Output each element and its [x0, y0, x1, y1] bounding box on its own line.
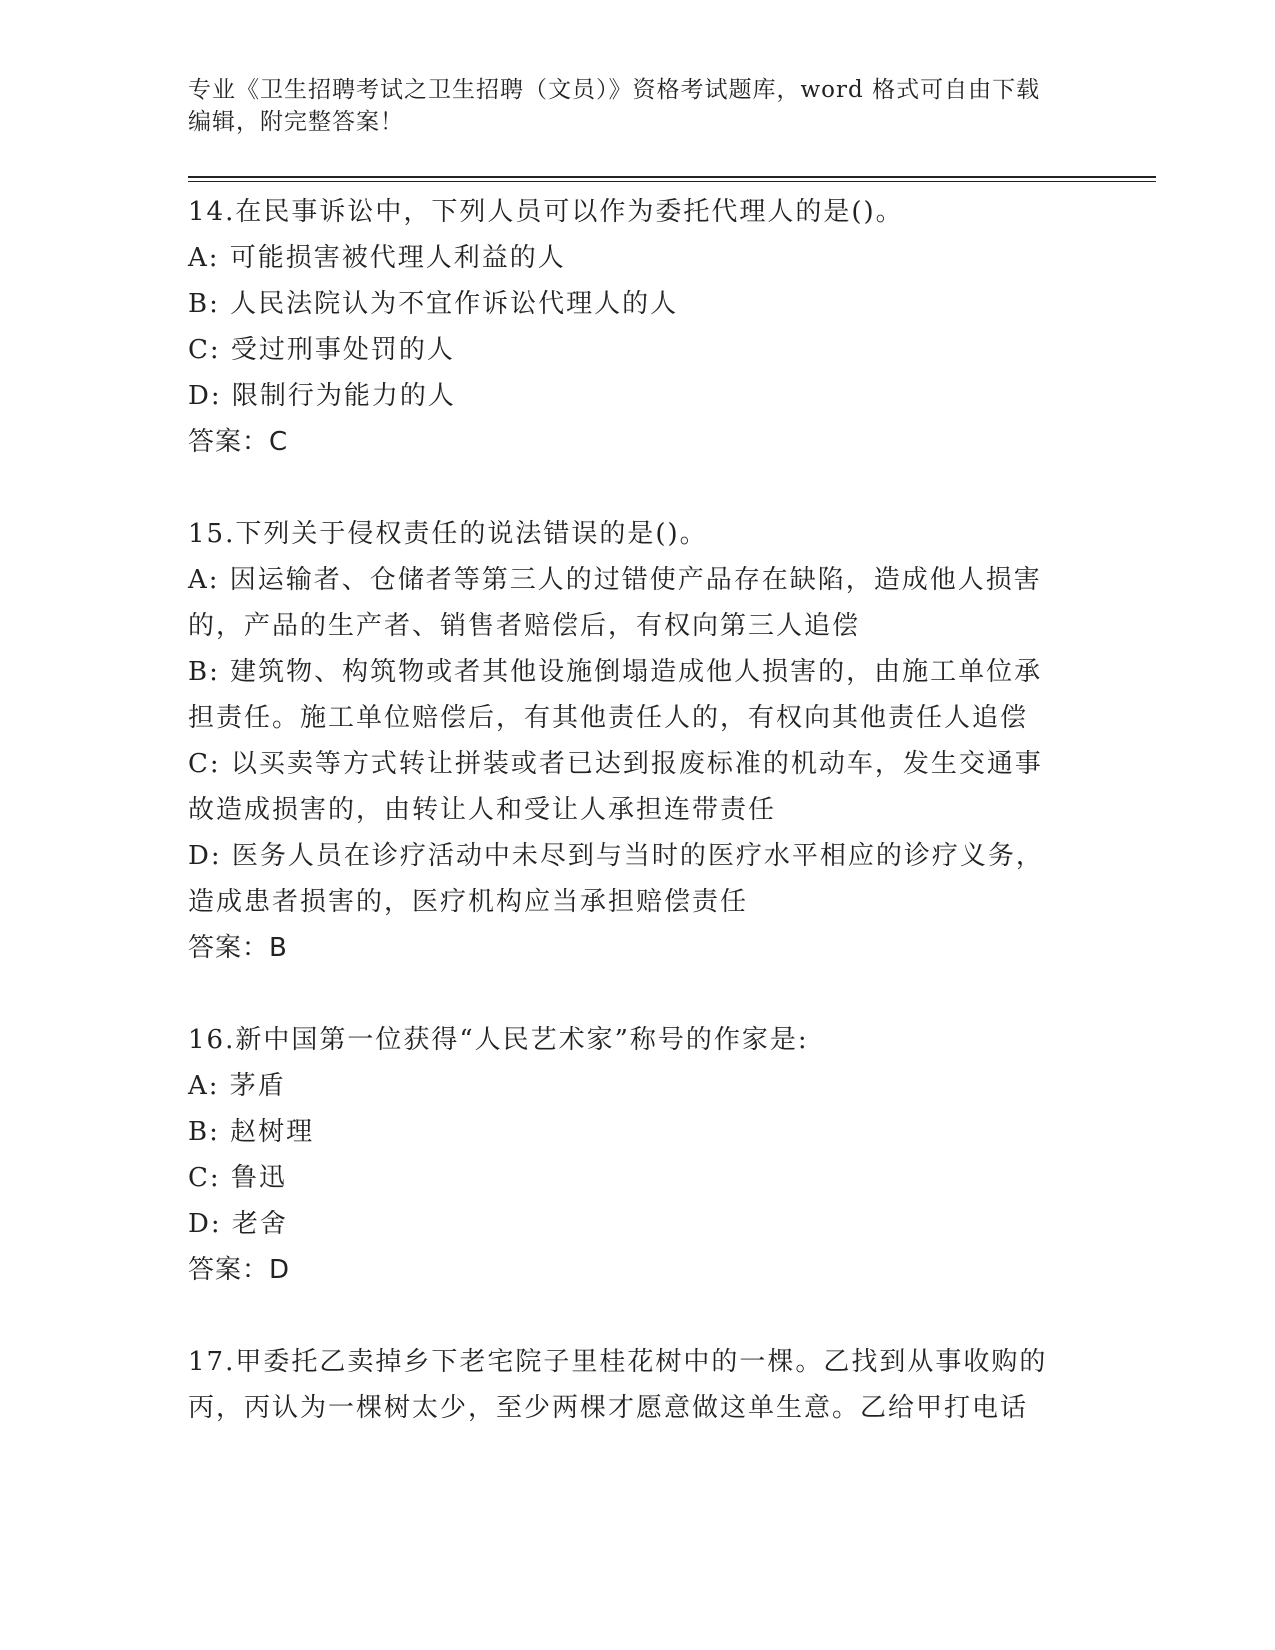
option-b: B: 赵树理: [188, 1117, 315, 1147]
option-a: A: 可能损害被代理人利益的人: [188, 243, 566, 273]
option-a: A: 因运输者、仓储者等第三人的过错使产品存在缺陷，造成他人损害: [188, 565, 1042, 595]
option-a-continued: 的，产品的生产者、销售者赔偿后，有权向第三人追偿: [188, 611, 861, 641]
question-stem: 15.下列关于侵权责任的说法错误的是()。: [188, 519, 708, 549]
option-c: C: 鲁迅: [188, 1163, 287, 1193]
option-d: D: 老舍: [188, 1209, 288, 1239]
question-stem: 14.在民事诉讼中，下列人员可以作为委托代理人的是()。: [188, 197, 904, 227]
option-b: B: 建筑物、构筑物或者其他设施倒塌造成他人损害的，由施工单位承: [188, 657, 1043, 687]
question-stem: 17.甲委托乙卖掉乡下老宅院子里桂花树中的一棵。乙找到从事收购的: [188, 1347, 1048, 1377]
question-stem: 16.新中国第一位获得“人民艺术家”称号的作家是:: [188, 1025, 809, 1055]
option-c: C: 以买卖等方式转让拼装或者已达到报废标准的机动车，发生交通事: [188, 749, 1043, 779]
question-17: [188, 1339, 1088, 1431]
answer-line: 答案：D: [188, 1255, 291, 1285]
option-d-continued: 造成患者损害的，医疗机构应当承担赔偿责任: [188, 887, 749, 917]
header-divider-thin: [188, 181, 1156, 182]
option-b: B: 人民法院认为不宜作诉讼代理人的人: [188, 289, 679, 319]
question-15: [188, 511, 1088, 971]
option-a: A: 茅盾: [188, 1071, 286, 1101]
answer-line: 答案：B: [188, 933, 288, 963]
option-c-continued: 故造成损害的，由转让人和受让人承担连带责任: [188, 795, 777, 825]
option-b-continued: 担责任。施工单位赔偿后，有其他责任人的，有权向其他责任人追偿: [188, 703, 1029, 733]
question-list: [188, 189, 1088, 1431]
option-c: C: 受过刑事处罚的人: [188, 335, 455, 365]
answer-line: 答案：C: [188, 427, 289, 457]
question-gap: [188, 465, 1088, 511]
question-gap: [188, 1293, 1088, 1339]
question-16: [188, 1017, 1088, 1293]
option-d: D: 医务人员在诊疗活动中未尽到与当时的医疗水平相应的诊疗义务，: [188, 841, 1044, 871]
question-gap: [188, 971, 1088, 1017]
header-line-1: 专业《卫生招聘考试之卫生招聘（文员）》资格考试题库，word 格式可自由下载: [188, 77, 1041, 103]
question-stem-continued: 丙，丙认为一棵树太少，至少两棵才愿意做这单生意。乙给甲打电话: [188, 1393, 1029, 1423]
document-header: [188, 74, 1088, 138]
header-divider-thick: [188, 176, 1156, 178]
option-d: D: 限制行为能力的人: [188, 381, 456, 411]
question-14: [188, 189, 1088, 465]
header-line-2: 编辑，附完整答案！: [188, 109, 404, 135]
